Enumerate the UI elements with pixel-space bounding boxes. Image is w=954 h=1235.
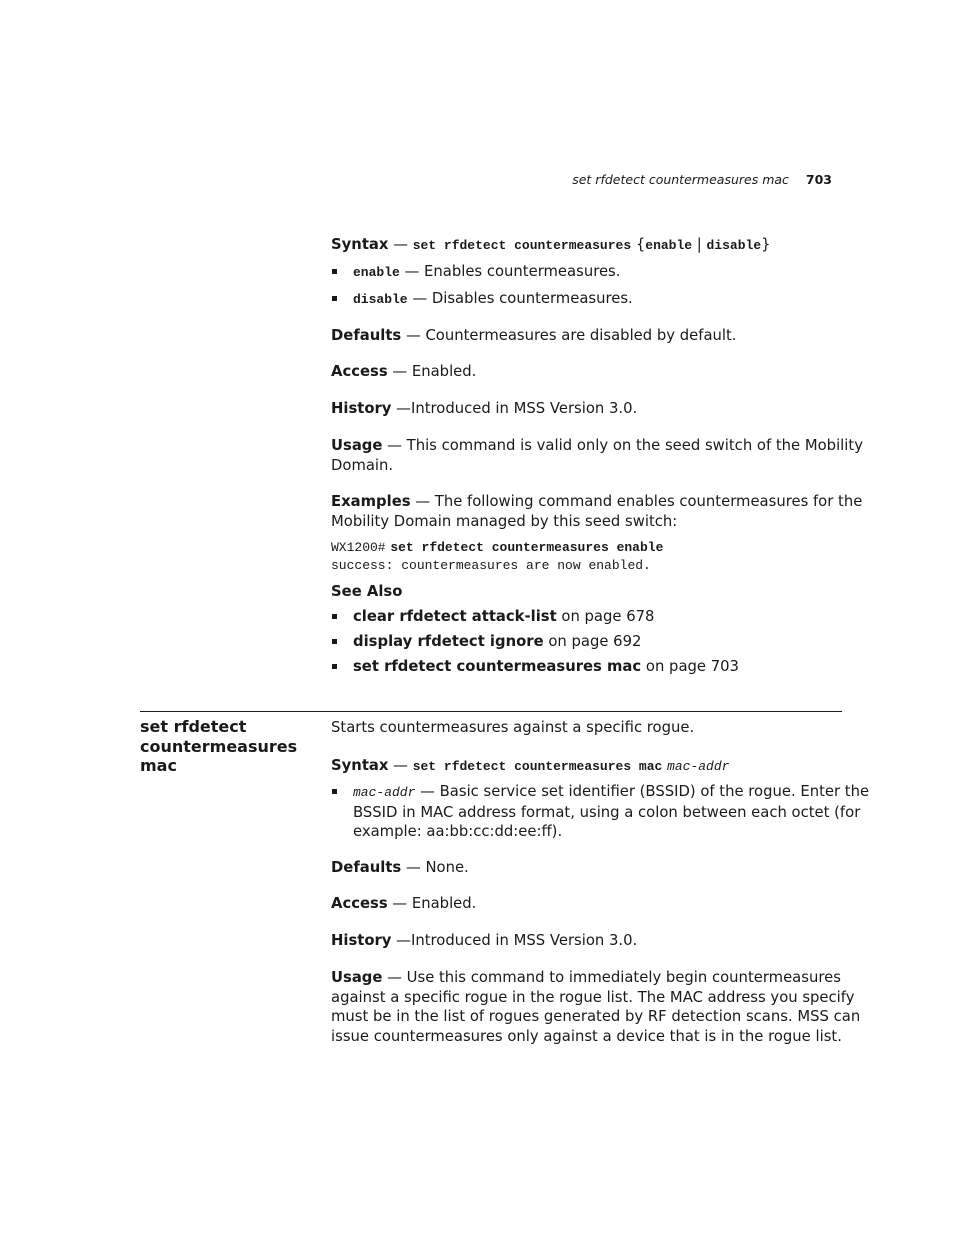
defaults-line <box>331 326 841 346</box>
bullet-marker <box>332 639 337 644</box>
bullet-marker <box>332 614 337 619</box>
running-title: set rfdetect countermeasures mac <box>572 172 789 187</box>
usage-text: issue countermeasures only against a device that is in the rogue list. <box>331 1027 842 1045</box>
usage-text: Domain. <box>331 456 394 474</box>
syntax-option-enable: enable <box>645 238 693 253</box>
pipe: | <box>696 236 702 253</box>
syntax-label: Syntax <box>331 236 389 253</box>
usage-paragraph <box>331 968 861 1046</box>
bullet-marker <box>332 664 337 669</box>
examples-paragraph <box>331 492 863 531</box>
usage-text: against a specific rogue in the rogue list. The MAC address you specify <box>331 988 855 1006</box>
examples-text: — The following command enables countermeasures for the <box>415 493 863 510</box>
param-name: enable <box>353 265 400 280</box>
syntax-argument: mac-addr <box>667 759 730 774</box>
param-name: mac-addr <box>353 785 416 800</box>
history-line <box>331 399 841 419</box>
section-divider <box>140 711 842 712</box>
usage-paragraph <box>331 436 863 475</box>
code-output: success: countermeasures are now enabled. <box>331 558 651 573</box>
syntax-dash: — <box>393 236 408 253</box>
usage-text: must be in the list of rogues generated by RF detection scans. MSS can <box>331 1008 861 1025</box>
bullet-marker <box>332 269 337 274</box>
syntax-label: Syntax <box>331 757 389 774</box>
history-text: —Introduced in MSS Version 3.0. <box>396 932 638 949</box>
bullet-marker <box>332 296 337 301</box>
param-desc: — Disables countermeasures. <box>412 290 633 307</box>
see-also-command[interactable]: set rfdetect countermeasures mac <box>353 658 642 675</box>
see-also-page-ref[interactable]: on page 692 <box>548 633 642 650</box>
access-label: Access <box>331 363 388 380</box>
defaults-label: Defaults <box>331 859 402 876</box>
see-also-heading: See Also <box>331 583 403 600</box>
usage-text: — Use this command to immediately begin countermeasures <box>387 969 841 986</box>
history-label: History <box>331 932 392 949</box>
defaults-label: Defaults <box>331 327 402 344</box>
defaults-text: — None. <box>405 859 469 876</box>
page-number: 703 <box>805 172 832 187</box>
defaults-text: — Countermeasures are disabled by default. <box>405 327 737 344</box>
page-header <box>0 172 832 187</box>
code-command: set rfdetect countermeasures enable <box>390 540 664 555</box>
code-example <box>331 538 841 575</box>
access-text: — Enabled. <box>392 363 477 380</box>
usage-label: Usage <box>331 437 383 454</box>
see-also-page-ref[interactable]: on page 678 <box>561 608 655 625</box>
usage-text: — This command is valid only on the seed switch of the Mobility <box>387 437 863 454</box>
param-desc: — Basic service set identifier (BSSID) of the rogue. Enter the <box>420 783 870 800</box>
history-text: —Introduced in MSS Version 3.0. <box>396 400 638 417</box>
param-desc: example: aa:bb:cc:dd:ee:ff). <box>353 823 563 840</box>
usage-label: Usage <box>331 969 383 986</box>
see-also-command[interactable]: display rfdetect ignore <box>353 633 544 650</box>
access-label: Access <box>331 895 388 912</box>
param-desc: BSSID in MAC address format, using a colon between each octet (for <box>353 803 861 821</box>
syntax-line <box>331 235 841 256</box>
access-line <box>331 362 841 382</box>
syntax-option-disable: disable <box>706 238 762 253</box>
syntax-command: set rfdetect countermeasures mac <box>412 759 663 774</box>
access-line <box>331 894 841 914</box>
section-title: set rfdetect countermeasures mac <box>140 717 298 775</box>
history-label: History <box>331 400 392 417</box>
history-line <box>331 931 841 951</box>
examples-label: Examples <box>331 493 411 510</box>
examples-text: Mobility Domain managed by this seed switch: <box>331 512 678 530</box>
param-desc: — Enables countermeasures. <box>404 263 621 280</box>
brace-open: { <box>635 236 646 253</box>
see-also-command[interactable]: clear rfdetect attack-list <box>353 608 557 625</box>
access-text: — Enabled. <box>392 895 477 912</box>
syntax-command: set rfdetect countermeasures <box>412 238 632 253</box>
syntax-dash: — <box>393 757 408 774</box>
section-intro: Starts countermeasures against a specific rogue. <box>331 719 695 736</box>
see-also-page-ref[interactable]: on page 703 <box>645 658 739 675</box>
code-prompt: WX1200# <box>331 540 386 555</box>
param-name: disable <box>353 292 408 307</box>
bullet-marker <box>332 789 337 794</box>
syntax-line <box>331 756 841 777</box>
brace-close: } <box>761 236 771 253</box>
defaults-line <box>331 858 841 878</box>
